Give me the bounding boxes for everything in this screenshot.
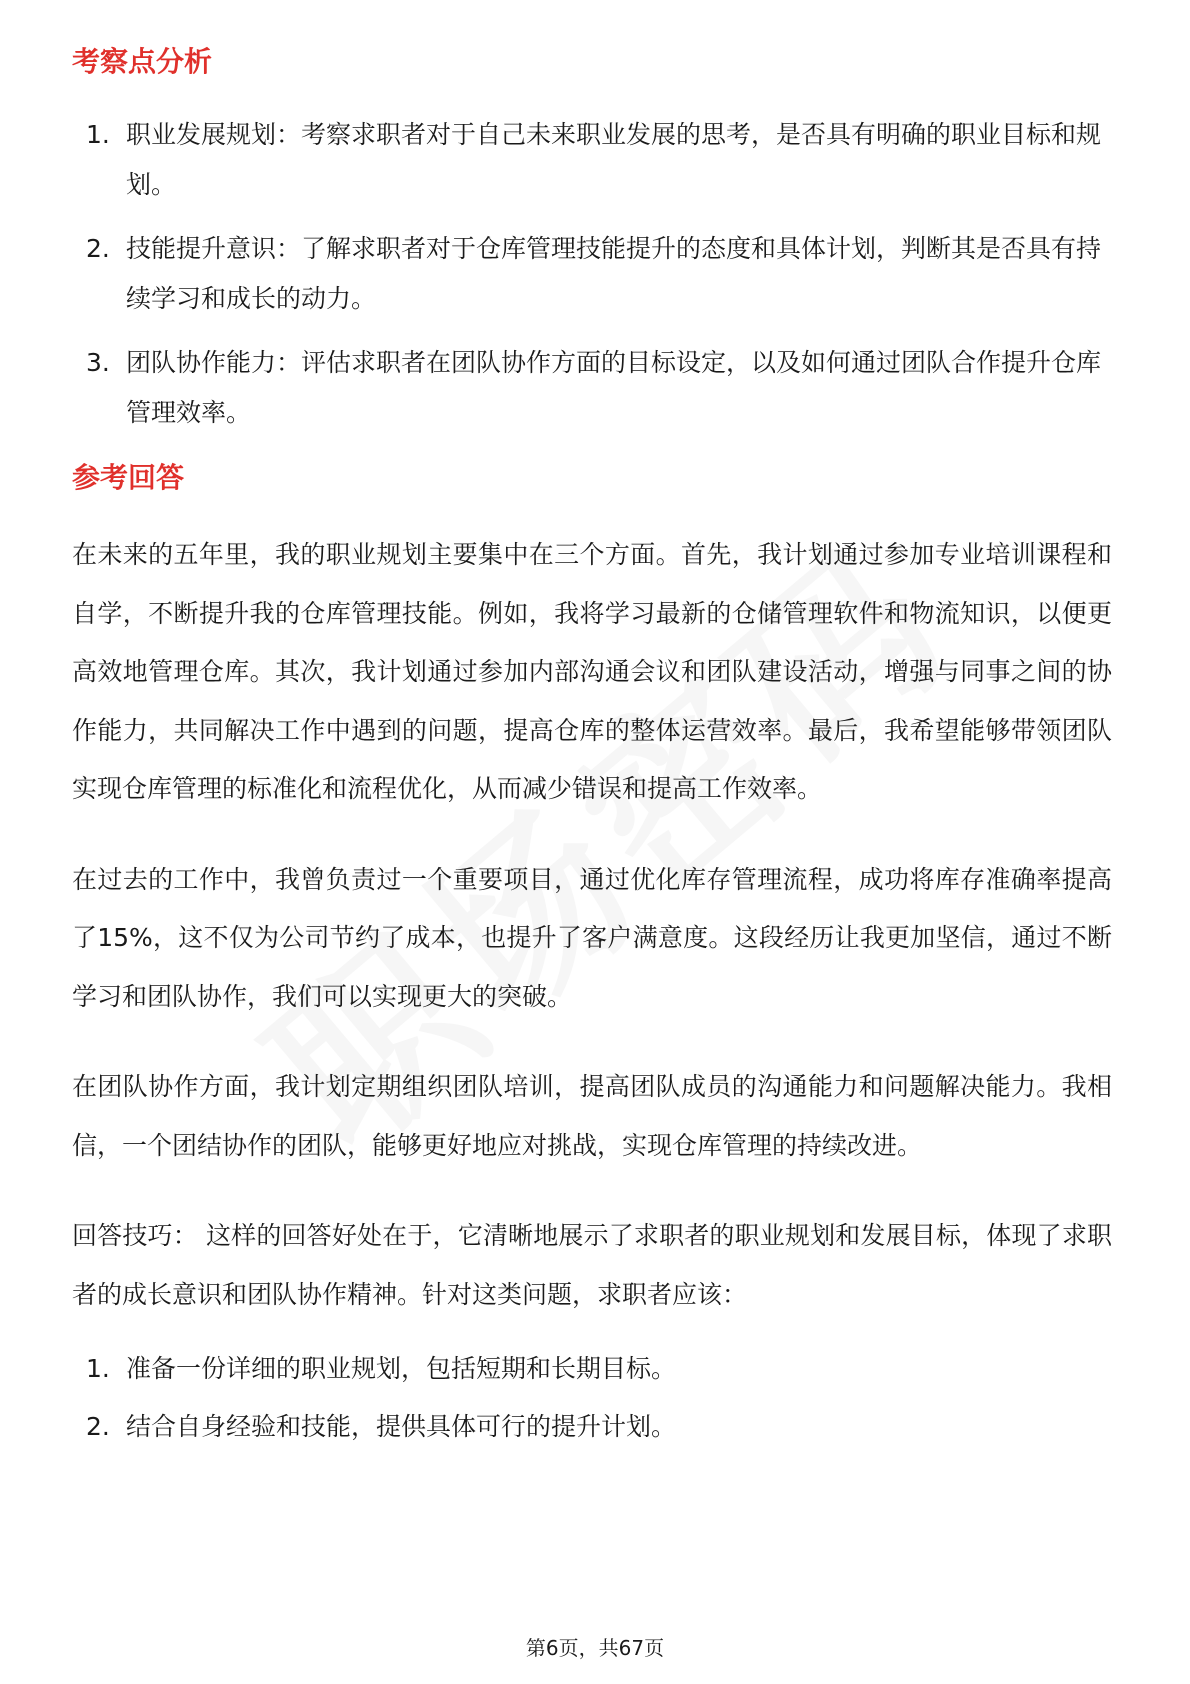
answer-tips-paragraph: 回答技巧： 这样的回答好处在于，它清晰地展示了求职者的职业规划和发展目标，体现了求职者的成长意识和团队协作精神。针对这类问题，求职者应该： — [72, 1221, 1112, 1309]
analysis-heading: 考察点分析 — [72, 45, 213, 78]
tip-item-text: 结合自身经验和技能，提供具体可行的提升计划。 — [126, 1412, 677, 1441]
tip-item — [72, 1344, 1112, 1394]
tips-list — [72, 1344, 1112, 1452]
page-number: 第6页，共67页 — [525, 1636, 665, 1660]
analysis-list — [72, 110, 1112, 438]
answer-paragraph: 在团队协作方面，我计划定期组织团队培训，提高团队成员的沟通能力和问题解决能力。我相信，一个团结协作的团队，能够更好地应对挑战，实现仓库管理的持续改进。 — [72, 1072, 1112, 1160]
analysis-item — [72, 338, 1112, 438]
answer-paragraph: 在过去的工作中，我曾负责过一个重要项目，通过优化库存管理流程，成功将库存准确率提高了15%，这不仅为公司节约了成本，也提升了客户满意度。这段经历让我更加坚信，通过不断学习和团队协作，我们可以实现更大的突破。 — [72, 864, 1112, 1011]
list-number: 3. — [86, 348, 110, 377]
list-number: 1. — [86, 1354, 110, 1383]
reference-heading: 参考回答 — [72, 461, 185, 494]
list-number: 2. — [86, 1412, 110, 1441]
analysis-item-text: 职业发展规划：考察求职者对于自己未来职业发展的思考，是否具有明确的职业目标和规划。 — [126, 120, 1102, 199]
analysis-item-text: 技能提升意识：了解求职者对于仓库管理技能提升的态度和具体计划，判断其是否具有持续学习和成长的动力。 — [126, 234, 1102, 313]
page-content — [72, 40, 1112, 1460]
analysis-item — [72, 224, 1112, 324]
analysis-item-text: 团队协作能力：评估求职者在团队协作方面的目标设定，以及如何通过团队合作提升仓库管理效率。 — [126, 348, 1102, 427]
tip-item-text: 准备一份详细的职业规划，包括短期和长期目标。 — [126, 1354, 677, 1383]
answer-paragraph: 在未来的五年里，我的职业规划主要集中在三个方面。首先，我计划通过参加专业培训课程和自学，不断提升我的仓库管理技能。例如，我将学习最新的仓储管理软件和物流知识，以便更高效地管理仓库。其次，我计划通过参加内部沟通会议和团队建设活动，增强与同事之间的协作能力，共同解决工作中遇到的问题，提高仓库的整体运营效率。最后，我希望能够带领团队实现仓库管理的标准化和流程优化，从而减少错误和提高工作效率。 — [72, 540, 1112, 803]
list-number: 1. — [86, 120, 110, 149]
analysis-item — [72, 110, 1112, 210]
tip-item — [72, 1402, 1112, 1452]
list-number: 2. — [86, 234, 110, 263]
